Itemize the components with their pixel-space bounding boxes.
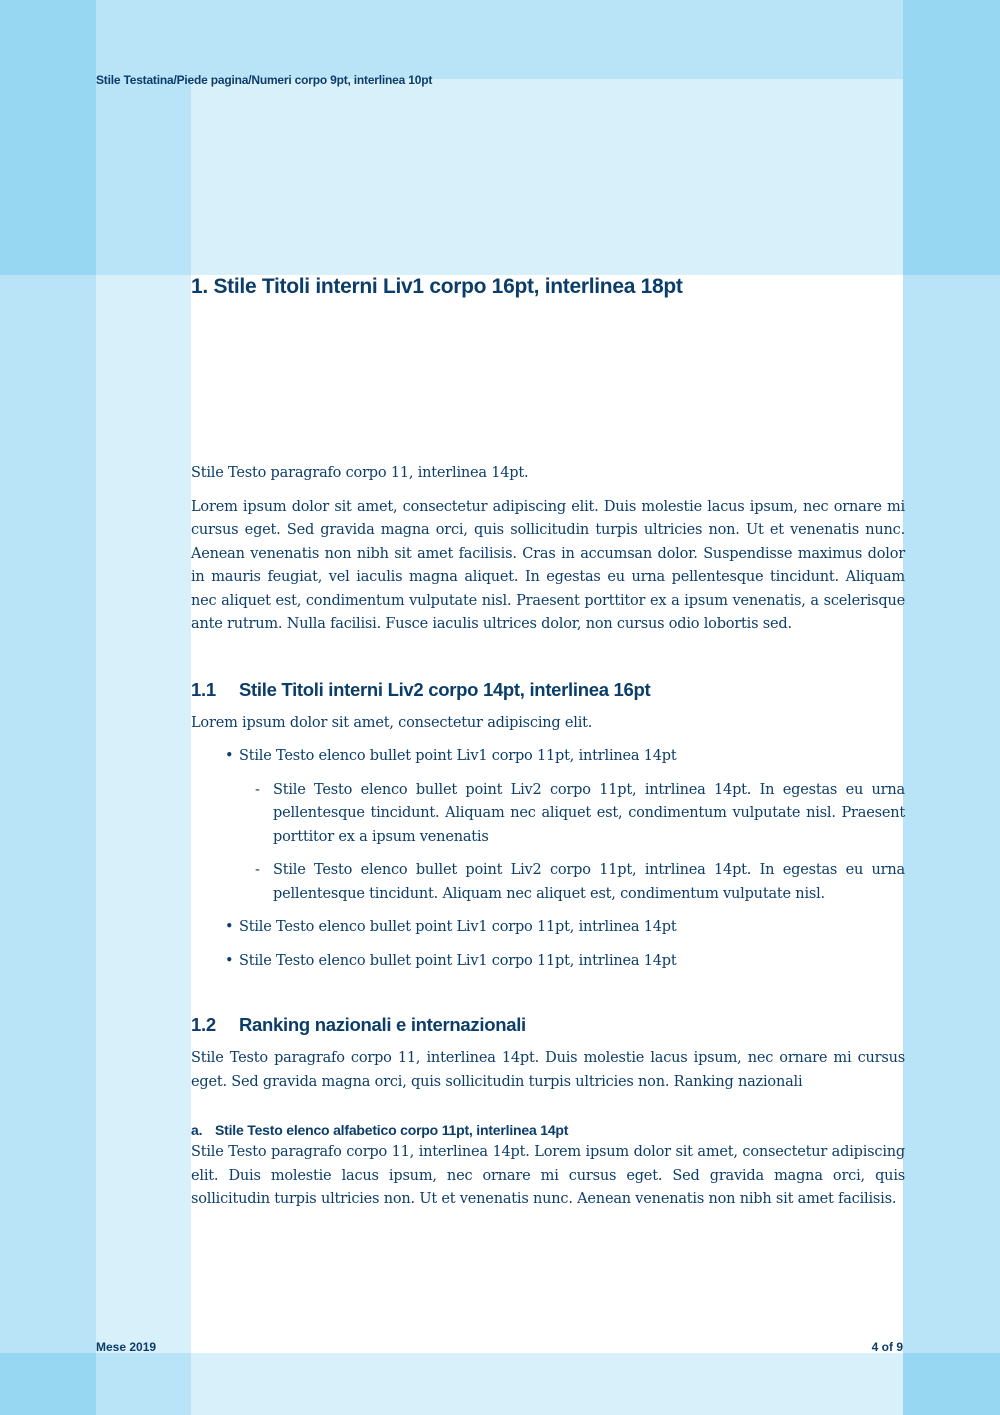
bullet-marker: • [225, 952, 234, 969]
bullet-marker: • [225, 919, 234, 935]
header-strip-left [0, 0, 96, 79]
bullet-list [191, 745, 905, 973]
list-item [225, 745, 905, 906]
subsection-a-paragraph: Stile Testo paragrafo corpo 11, interlinea 14pt. Lorem ipsum dolor sit amet, consectetur adipiscing elit. Duis molestie lacus ipsum, nec ornare mi cursus eget. Sed gravida magna orci, quis sollicitudin turpis ultricies non. Ut et venenatis nunc. Aenean venenatis non nibh sit amet facilisis. [191, 1144, 905, 1207]
section-1-1-number: 1.1 [191, 678, 216, 700]
header-strip-right [903, 0, 1000, 79]
dash-marker: - [255, 862, 260, 878]
section-1-paragraph: Lorem ipsum dolor sit amet, consectetur adipiscing elit. Duis molestie lacus ipsum, nec ornare mi cursus eget. Sed gravida magna orci, quis sollicitudin turpis ultricies non. Ut et venenatis nunc. Aenean venenatis non nibh sit amet facilisis. Cras in accumsan dolor. Suspendisse maximus dolor in mauris feugiat, vel iaculis magna aliquet. In egestas eu urna pellentesque tincidunt. Aliquam nec aliquet est, condimentum vulputate nisl. Praesent porttitor ex a ipsum venenatis, a scelerisque ante rutrum. Nulla facilisi. Fusce iaculis ultrices dolor, non cursus odio lobortis sed. [191, 498, 905, 632]
footer-band-left [0, 1353, 96, 1415]
subsection-a-letter: a. [191, 1122, 203, 1138]
section-1-2-paragraph: Stile Testo paragrafo corpo 11, interlinea 14pt. Duis molestie lacus ipsum, nec ornare mi cursus eget. Sed gravida magna orci, quis sollicitudin turpis ultricies non. Ranking nazionali [191, 1050, 905, 1090]
list-item [225, 950, 905, 974]
header-mid-left-inner [96, 79, 191, 275]
section-1-2-heading [191, 1013, 905, 1037]
section-1-1-heading [191, 678, 905, 702]
section-1-heading [191, 270, 905, 304]
footer-date: Mese 2019 [96, 1340, 157, 1354]
section-1-1-title: Stile Titoli interni Liv2 corpo 14pt, interlinea 16pt [239, 678, 651, 700]
section-1-number: 1. [191, 275, 208, 298]
section-1-2-number: 1.2 [191, 1014, 216, 1035]
page-number: 4 of 9 [871, 1340, 903, 1354]
sub-list-item-text: Stile Testo elenco bullet point Liv2 corpo 11pt, intrlinea 14pt. In egestas eu urna pellentesque tincidunt. Aliquam nec aliquet est, condimentum vulputate nisl. [273, 862, 905, 902]
footer-band [191, 1353, 903, 1415]
running-header: Stile Testatina/Piede pagina/Numeri corpo 9pt, interlinea 10pt [96, 73, 433, 87]
page-content [191, 270, 905, 1212]
header-mid-right [903, 79, 1000, 275]
sub-list-item-text: Stile Testo elenco bullet point Liv2 corpo 11pt, intrlinea 14pt. In egestas eu urna pellentesque tincidunt. Aliquam nec aliquet est, condimentum vulputate nisl. Praesent porttitor ex a ipsum venenatis [273, 781, 905, 845]
sub-list-item [249, 779, 905, 850]
section-1-intro: Stile Testo paragrafo corpo 11, interlinea 14pt. [191, 465, 529, 481]
list-item-text: Stile Testo elenco bullet point Liv1 corpo 11pt, intrlinea 14pt [239, 952, 677, 969]
section-1-title: Stile Titoli interni Liv1 corpo 16pt, interlinea 18pt [213, 275, 683, 298]
sub-list [225, 779, 905, 907]
bullet-marker: • [225, 748, 234, 764]
subsection-a-title: Stile Testo elenco alfabetico corpo 11pt, interlinea 14pt [215, 1122, 569, 1138]
list-item-text: Stile Testo elenco bullet point Liv1 corpo 11pt, intrlinea 14pt [239, 748, 677, 764]
section-1-1-intro: Lorem ipsum dolor sit amet, consectetur adipiscing elit. [191, 714, 593, 731]
header-mid-left [0, 79, 96, 275]
section-1-2-title: Ranking nazionali e internazionali [239, 1014, 526, 1035]
sub-list-item [249, 859, 905, 906]
list-item [225, 916, 905, 940]
header-strip-left-inner [96, 0, 191, 79]
subsection-a-heading [191, 1119, 905, 1141]
header-strip-center [191, 0, 903, 79]
footer-band-right [903, 1353, 1000, 1415]
list-item-text: Stile Testo elenco bullet point Liv1 corpo 11pt, intrlinea 14pt [239, 919, 677, 935]
footer-band-left-inner [96, 1353, 191, 1415]
dash-marker: - [255, 781, 260, 798]
